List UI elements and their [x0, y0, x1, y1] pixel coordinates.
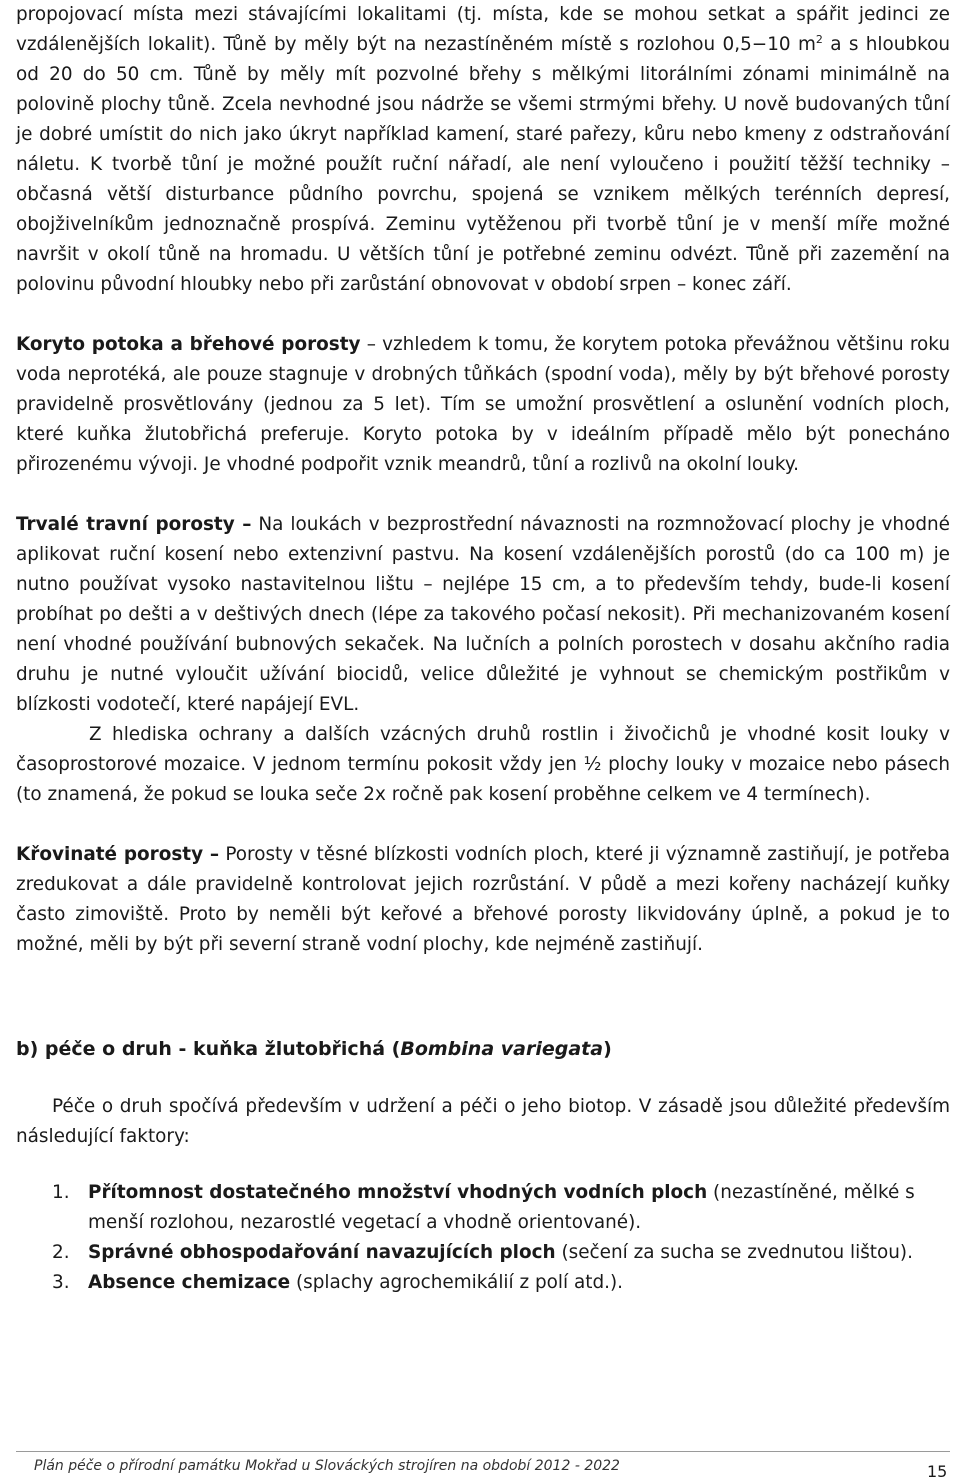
page-number: 15: [927, 1462, 948, 1481]
list-item: 3. Absence chemizace (splachy agrochemikálií z polí atd.).: [52, 1272, 623, 1293]
grasslands-label: Trvalé travní porosty –: [16, 514, 252, 535]
paragraph-stream-bed: Koryto potoka a břehové porosty – vzhledem k tomu, že korytem potoka převážnou většinu roku voda neprotéká, ale pouze stagnuje v drobných tůňkách (spodní voda), měly by být břehové porosty pravidelně prosvětlovány (jednou za 5 let). Tím se umožní prosvětlení a oslunění vodních ploch, které kuňka žlutobřichá preferuje. Koryto potoka by v ideálním případě mělo být ponecháno přirozenému vývoji. Je vhodné podpořit vznik meandrů, tůní a rozlivů na okolní louky.: [16, 334, 951, 475]
footer-title: Plán péče o přírodní památku Mokřad u Slováckých strojíren na období 2012 - 2022: [34, 1458, 620, 1474]
paragraph-grasslands: Trvalé travní porosty – Na loukách v bezprostřední návaznosti na rozmnožovací plochy je vhodné aplikovat ruční kosení nebo extenzivní pastvu. Na kosení vzdálenějších porostů (do ca 100 m) je nutno používat vysoko nastavitelnou lištu – nejlépe 15 cm, a to především tehdy, bude-li kosení probíhat po dešti a v deštivých dnech (lépe za takového počasí nekosit). Při mechanizovaném kosení není vhodné používání bubnových sekaček. Na lučních a polních porostech v dosahu akčního radia druhu je nutné vyloučit užívání biocidů, velice důležité je vyhnout se chemickým postřikům v blízkosti vodotečí, které napájejí EVL.: [16, 514, 950, 715]
paragraph-shrubs: Křovinaté porosty – Porosty v těsné blízkosti vodních ploch, které ji významně zastiňují, je potřeba zredukovat a dále pravidelně kontrolovat jejich rozrůstání. V půdě a mezi kořeny nacházejí kuňky často zimoviště. Proto by neměli být keřové a břehové porosty likvidovány úplně, a pokud je to možné, měli by být při severní straně vodní plochy, kde nejméně zastiňují.: [16, 844, 950, 955]
stream-bed-label: Koryto potoka a břehové porosty: [16, 334, 361, 355]
list-item: 2. Správné obhospodařování navazujících ploch (sečení za sucha se zvednutou lištou).: [52, 1242, 913, 1263]
footer-divider: [16, 1451, 950, 1452]
paragraph-mosaic-mowing: Z hlediska ochrany a dalších vzácných druhů rostlin i živočichů je vhodné kosit louky v časoprostorové mozaice. V jednom termínu pokosit vždy jen ½ plochy louky v mozaice nebo pásech (to znamená, že pokud se louka seče 2x ročně pak kosení proběhne celkem ve 4 termínech).: [16, 724, 950, 805]
document-page: [16, 0, 950, 1298]
paragraph-pond-creation: propojovací místa mezi stávajícími lokalitami (tj. místa, kde se mohou setkat a spářit jedinci ze vzdálenějších lokalit). Tůně by měly být na nezastíněném místě s rozlohou 0,5−10 $m^2$ a s hloubkou od 20 do 50 cm. Tůně by měly mít pozvolné břehy s mělkými litorálními zónami minimálně na polovině plochy tůně. Zcela nevhodné jsou nádrže se všemi strmými břehy. U nově budovaných tůní je dobré umístit do nich jako úkryt například kamení, staré pařezy, kůru nebo kmeny z odstraňování náletu. K tvorbě tůní je možné použít ruční nářadí, ale není vyloučeno i použití těžší techniky – občasná větší disturbance půdního povrchu, spojená se vznikem mělkých terénních depresí, obojživelníkům jednoznačně prospívá. Zeminu vytěženou při tvorbě tůní je v menší míře možné navršit v okolí tůně na hromadu. U větších tůní je potřebné zeminu odvézt. Tůně při zazemění na polovinu původní hloubky nebo při zarůstání obnovovat v období srpen – konec září.: [16, 4, 951, 295]
paragraph-species-care: Péče o druh spočívá především v udržení a péči o jeho biotop. V zásadě jsou důležité především následující faktory:: [16, 1096, 950, 1147]
factor-list: [16, 1178, 950, 1298]
section-heading: b) péče o druh - kuňka žlutobřichá (Bombina variegata): [16, 1038, 612, 1060]
shrubs-label: Křovinaté porosty –: [16, 844, 220, 865]
list-item: 1. Přítomnost dostatečného množství vhodných vodních ploch (nezastíněné, mělké s menší rozlohou, nezarostlé vegetací a vhodně orientované).: [52, 1182, 915, 1233]
